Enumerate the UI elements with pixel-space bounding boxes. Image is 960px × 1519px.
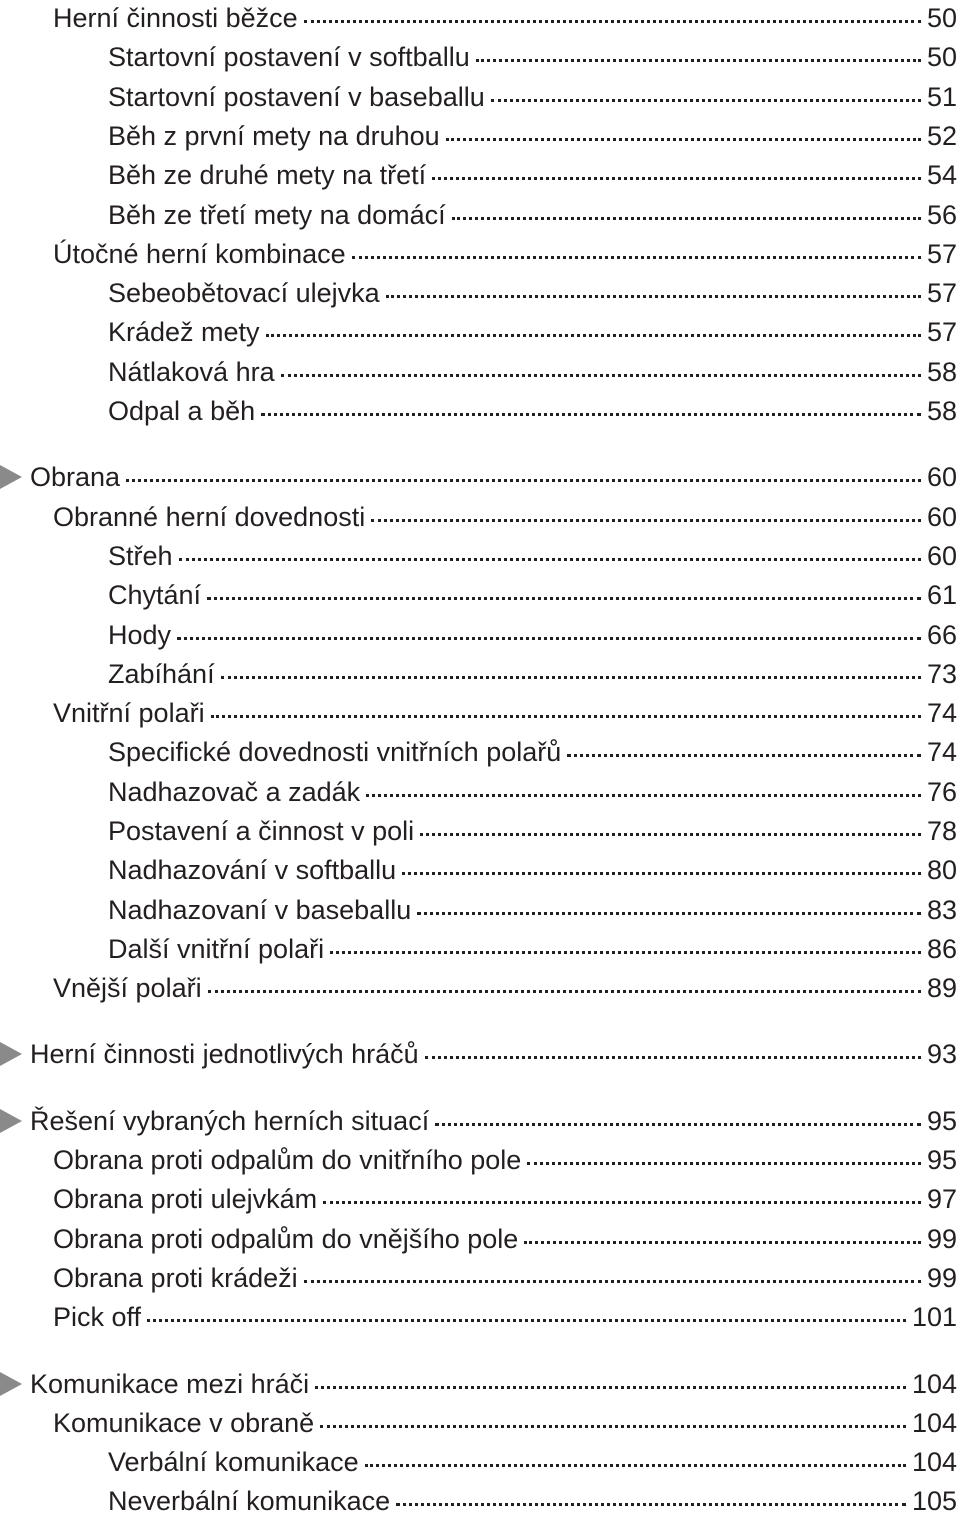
toc-entry-page-number: 73 [926, 659, 957, 689]
toc-entry-title: Herní činnosti jednotlivých hráčů [30, 1039, 419, 1069]
toc-entry [0, 1483, 957, 1519]
toc-entry-page-number: 60 [926, 462, 957, 492]
dot-leader [315, 1386, 906, 1389]
toc-entry [0, 734, 957, 770]
toc-entry [0, 1221, 957, 1257]
dot-leader [304, 1280, 921, 1283]
toc-entry-page-number: 97 [926, 1184, 957, 1214]
dot-leader [417, 912, 921, 915]
toc-entry-title: Specifické dovednosti vnitřních polařů [108, 737, 562, 767]
dot-leader [304, 20, 921, 23]
dot-leader [386, 295, 921, 298]
toc-section-entry [0, 1366, 957, 1402]
toc-entry-page-number: 78 [926, 816, 957, 846]
section-arrow-icon [0, 465, 22, 489]
toc-entry-page-number: 58 [926, 357, 957, 387]
section-arrow-icon [0, 1109, 22, 1133]
toc-entry-title: Obrana proti ulejvkám [53, 1184, 318, 1214]
dot-leader [177, 637, 921, 640]
toc-entry-page-number: 61 [926, 580, 957, 610]
dot-leader [366, 794, 921, 797]
toc-entry-page-number: 57 [926, 278, 957, 308]
toc-entry [0, 39, 957, 75]
toc-entry [0, 852, 957, 888]
toc-entry-page-number: 57 [926, 317, 957, 347]
toc-entry [0, 577, 957, 613]
dot-leader [261, 413, 921, 416]
toc-entry [0, 314, 957, 350]
toc-entry [0, 892, 957, 928]
dot-leader [420, 833, 921, 836]
toc-entry [0, 197, 957, 233]
toc-entry-page-number: 99 [926, 1224, 957, 1254]
toc-entry-page-number: 101 [911, 1302, 957, 1332]
dot-leader [402, 872, 921, 875]
toc-entry-title: Obrana proti odpalům do vnějšího pole [53, 1224, 519, 1254]
toc-entry-title: Nátlaková hra [108, 357, 275, 387]
dot-leader [396, 1503, 906, 1506]
toc-entry-page-number: 54 [926, 160, 957, 190]
toc-entry [0, 774, 957, 810]
toc-entry-page-number: 50 [926, 42, 957, 72]
toc-entry [0, 275, 957, 311]
toc-entry-title: Sebeobětovací ulejvka [108, 278, 380, 308]
toc-entry-page-number: 89 [926, 973, 957, 1003]
dot-leader [452, 217, 921, 220]
toc-entry-page-number: 51 [926, 82, 957, 112]
dot-leader [491, 99, 921, 102]
toc-entry [0, 236, 957, 272]
toc-entry-page-number: 104 [911, 1369, 957, 1399]
toc-section-entry [0, 1103, 957, 1139]
toc-entry-title: Neverbální komunikace [108, 1486, 391, 1516]
toc-entry [0, 354, 957, 390]
toc-entry-title: Obranné herní dovednosti [53, 502, 366, 532]
toc-entry-title: Komunikace v obraně [53, 1408, 315, 1438]
dot-leader [281, 374, 921, 377]
toc-entry-page-number: 58 [926, 396, 957, 426]
dot-leader [211, 715, 921, 718]
dot-leader [126, 479, 921, 482]
toc-entry-title: Vnitřní polaři [53, 698, 205, 728]
toc-entry [0, 1405, 957, 1441]
toc-entry-title: Běh z první mety na druhou [108, 121, 440, 151]
toc-entry [0, 393, 957, 429]
toc-entry-title: Vnější polaři [53, 973, 202, 1003]
toc-entry-title: Chytání [108, 580, 202, 610]
toc-entry-page-number: 99 [926, 1263, 957, 1293]
toc-entry-page-number: 95 [926, 1145, 957, 1175]
toc-entry-page-number: 60 [926, 541, 957, 571]
toc-entry [0, 1260, 957, 1296]
toc-entry-title: Startovní postavení v softballu [108, 42, 470, 72]
toc-entry-page-number: 57 [926, 239, 957, 269]
toc-entry [0, 79, 957, 115]
toc-entry-page-number: 93 [926, 1039, 957, 1069]
dot-leader [207, 597, 921, 600]
toc-entry [0, 538, 957, 574]
toc-entry-page-number: 56 [926, 200, 957, 230]
dot-leader [435, 1123, 921, 1126]
toc-entry-title: Útočné herní kombinace [53, 239, 346, 269]
toc-entry-title: Krádež mety [108, 317, 260, 347]
toc-entry-title: Střeh [108, 541, 173, 571]
toc-entry-title: Nadhazovač a zadák [108, 777, 361, 807]
toc-entry-title: Verbální komunikace [108, 1447, 359, 1477]
toc-entry-title: Obrana [30, 462, 121, 492]
toc-entry-page-number: 60 [926, 502, 957, 532]
toc-entry-title: Běh ze třetí mety na domácí [108, 200, 446, 230]
toc-entry [0, 1181, 957, 1217]
toc-entry [0, 970, 957, 1006]
toc-entry [0, 0, 957, 36]
toc-entry [0, 1142, 957, 1178]
toc-entry-page-number: 86 [926, 934, 957, 964]
dot-leader [432, 177, 921, 180]
dot-leader [527, 1162, 921, 1165]
toc-entry [0, 617, 957, 653]
dot-leader [330, 951, 921, 954]
toc-entry-title: Obrana proti krádeži [53, 1263, 298, 1293]
toc-entry [0, 695, 957, 731]
dot-leader [147, 1319, 906, 1322]
dot-leader [446, 138, 921, 141]
toc-entry-page-number: 76 [926, 777, 957, 807]
toc-entry-page-number: 95 [926, 1106, 957, 1136]
toc-entry-title: Herní činnosti běžce [53, 3, 298, 33]
toc-entry [0, 157, 957, 193]
toc-section-entry [0, 459, 957, 495]
toc-entry [0, 118, 957, 154]
toc-entry-title: Nadhazování v softballu [108, 855, 397, 885]
toc-entry [0, 813, 957, 849]
toc-entry [0, 931, 957, 967]
toc-entry-title: Odpal a běh [108, 396, 256, 426]
toc-entry-page-number: 104 [911, 1447, 957, 1477]
toc-entry-title: Pick off [53, 1302, 142, 1332]
dot-leader [567, 754, 921, 757]
dot-leader [179, 558, 921, 561]
toc-entry [0, 1299, 957, 1335]
toc-entry-page-number: 80 [926, 855, 957, 885]
toc-entry-title: Komunikace mezi hráči [30, 1369, 310, 1399]
toc-section-entry [0, 1036, 957, 1072]
toc-entry-page-number: 74 [926, 737, 957, 767]
dot-leader [320, 1425, 906, 1428]
dot-leader [425, 1056, 921, 1059]
toc-entry-title: Postavení a činnost v poli [108, 816, 415, 846]
dot-leader [371, 519, 921, 522]
dot-leader [352, 256, 921, 259]
dot-leader [323, 1201, 921, 1204]
toc-entry-title: Nadhazovaní v baseballu [108, 895, 412, 925]
toc-entry-title: Zabíhání [108, 659, 215, 689]
toc-entry-title: Startovní postavení v baseballu [108, 82, 485, 112]
toc-entry-page-number: 83 [926, 895, 957, 925]
toc-entry [0, 656, 957, 692]
toc-entry-page-number: 52 [926, 121, 957, 151]
toc-entry-title: Řešení vybraných herních situací [30, 1106, 430, 1136]
toc-entry [0, 499, 957, 535]
toc-entry-title: Běh ze druhé mety na třetí [108, 160, 427, 190]
section-arrow-icon [0, 1042, 22, 1066]
section-arrow-icon [0, 1372, 22, 1396]
dot-leader [476, 59, 921, 62]
toc-entry-title: Další vnitřní polaři [108, 934, 325, 964]
toc-entry [0, 1444, 957, 1480]
toc-entry-page-number: 66 [926, 620, 957, 650]
dot-leader [208, 990, 921, 993]
dot-leader [266, 334, 921, 337]
dot-leader [221, 676, 921, 679]
toc-entry-page-number: 74 [926, 698, 957, 728]
toc-entry-page-number: 50 [926, 3, 957, 33]
toc-entry-page-number: 104 [911, 1408, 957, 1438]
toc-entry-title: Hody [108, 620, 172, 650]
toc-entry-title: Obrana proti odpalům do vnitřního pole [53, 1145, 522, 1175]
dot-leader [524, 1241, 921, 1244]
toc-entry-page-number: 105 [911, 1486, 957, 1516]
dot-leader [365, 1464, 906, 1467]
